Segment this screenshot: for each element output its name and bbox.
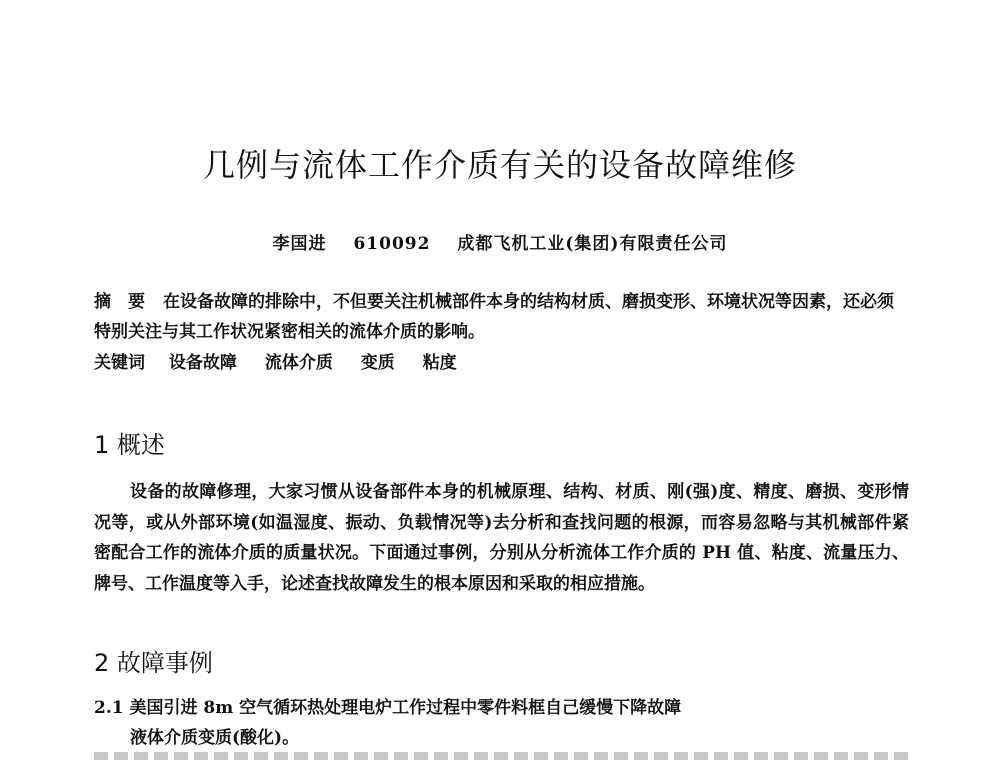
author-postcode: 610092 [353, 234, 431, 254]
keywords [94, 348, 909, 378]
keyword-item: 粘度 [422, 353, 457, 373]
section-heading-cases: 2 故障事例 [94, 649, 213, 677]
keywords-label: 关键词 [94, 353, 145, 373]
abstract-text: 在设备故障的排除中，不但要关注机械部件本身的结构材质、磨损变形、环境状况等因素，还必须特别关注与其工作状况紧密相关的流体介质的影响。 [94, 292, 894, 342]
abstract [94, 287, 909, 347]
keyword-item: 流体介质 [264, 353, 333, 373]
section-paragraph-overview: 设备的故障修理，大家习惯从设备部件本身的机械原理、结构、材质、刚(强)度、精度、磨损、变形情况等，或从外部环境(如温湿度、振动、负载情况等)去分析和查找问题的根源，而容易忽略与其机械部件紧密配合工作的流体介质的质量状况。下面通过事例，分别从分析流体工作介质的 PH 值、粘度、流量压力、牌号、工作温度等入手，论述查找故障发生的根本原因和采取的相应措施。 [94, 482, 909, 594]
section-heading-overview: 1 概述 [94, 431, 165, 459]
subsection-subtitle-2-1: 液体介质变质(酸化)。 [130, 728, 300, 748]
abstract-label: 摘 要 [94, 292, 145, 312]
author-affiliation: 成都飞机工业(集团)有限责任公司 [457, 234, 728, 254]
author-line [0, 229, 1000, 254]
paper-title: 几例与流体工作介质有关的设备故障维修 [202, 146, 797, 184]
keyword-item: 变质 [360, 353, 395, 373]
cutoff-text-line [94, 752, 909, 760]
keyword-item: 设备故障 [168, 353, 237, 373]
author-name: 李国进 [272, 234, 327, 254]
subsection-heading-2-1: 2.1 美国引进 8m 空气循环热处理电炉工作过程中零件料框自己缓慢下降故障 [94, 698, 682, 718]
